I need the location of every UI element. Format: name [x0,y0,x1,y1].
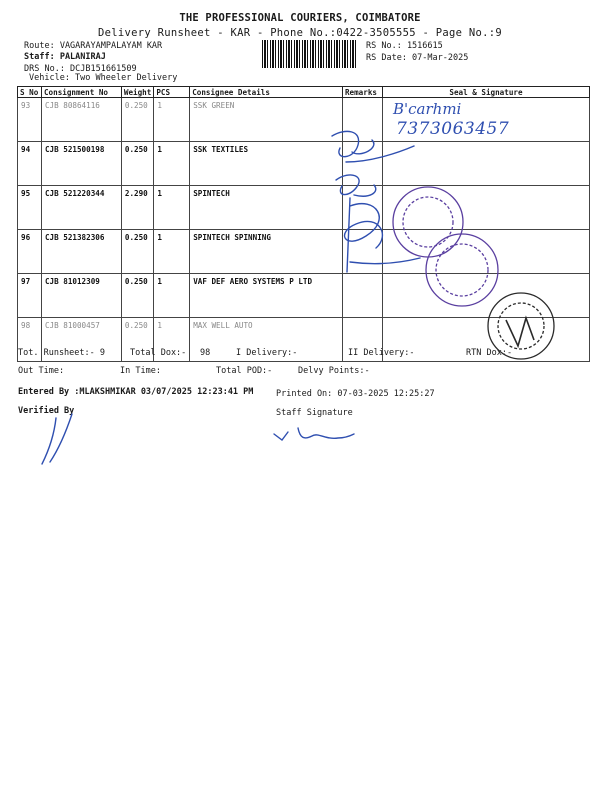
vehicle-label: Vehicle: Two Wheeler Delivery [29,73,178,83]
stamp-auto [488,293,554,359]
cell-weight: 0.250 [121,318,153,362]
signature-row95 [336,175,376,196]
staff-signature-label: Staff Signature [276,408,353,418]
cell-consignee: SSK GREEN [190,98,343,142]
drs-number: DRS No.: DCJB151661509 [24,64,137,74]
cell-sno: 93 [18,98,42,142]
cell-consignee: VAF DEF AERO SYSTEMS P LTD [190,274,343,318]
cell-consignment: CJB 521220344 [41,186,121,230]
cell-weight: 0.250 [121,142,153,186]
col-header-weight: Weight [121,87,153,98]
cell-pcs: 1 [154,186,190,230]
signature-row94 [332,131,414,162]
staff-signature [274,428,354,440]
verified-signature [42,414,72,464]
cell-consignment: CJB 80864116 [41,98,121,142]
cell-weight: 0.250 [121,98,153,142]
total-dox-value: 98 [200,348,211,358]
cell-consignee: SPINTECH [190,186,343,230]
out-time: Out Time: [18,366,65,376]
cell-consignee: MAX WELL AUTO [190,318,343,362]
col-header-pcs: PCS [154,87,190,98]
entered-by: Entered By :MLAKSHMIKAR 03/07/2025 12:23:41 PM [18,387,254,397]
signature-row96 [345,204,420,264]
cell-sno: 94 [18,142,42,186]
cell-weight: 0.250 [121,230,153,274]
handwritten-name: B'carhmi [393,100,462,118]
col-header-sno: S No [18,87,42,98]
signature-vertical [347,198,350,272]
cell-pcs: 1 [154,230,190,274]
col-header-consignment: Consignment No [41,87,121,98]
delvy-points: Delvy Points:- [298,366,370,376]
cell-weight: 2.290 [121,186,153,230]
rs-date: RS Date: 07-Mar-2025 [366,53,469,63]
total-dox-label: Total Dox:- [130,348,187,358]
route-label: Route: VAGARAYAMPALAYAM KAR [24,41,163,51]
cell-sno: 98 [18,318,42,362]
handwritten-phone: 7373063457 [396,119,510,139]
total-pod: Total POD:- [216,366,273,376]
i-delivery: I Delivery:- [236,348,298,358]
cell-consignment: CJB 81000457 [41,318,121,362]
in-time: In Time: [120,366,161,376]
col-header-seal: Seal & Signature [382,87,589,98]
runsheet-subtitle: Delivery Runsheet - KAR - Phone No.:0422-3505555 - Page No.:9 [98,27,502,39]
staff-label: Staff: PALANIRAJ [24,52,106,62]
ii-delivery: II Delivery:- [348,348,415,358]
company-title: THE PROFESSIONAL COURIERS, COIMBATORE [179,12,421,24]
cell-sno: 96 [18,230,42,274]
col-header-remarks: Remarks [342,87,382,98]
printed-on: Printed On: 07-03-2025 12:25:27 [276,389,435,399]
col-header-consignee: Consignee Details [190,87,343,98]
cell-sno: 95 [18,186,42,230]
cell-pcs: 1 [154,318,190,362]
tot-runsheet: Tot. Runsheet:- 9 [18,348,105,358]
verified-by-label: Verified By [18,406,75,416]
cell-consignee: SPINTECH SPINNING [190,230,343,274]
rs-number: RS No.: 1516615 [366,41,443,51]
cell-pcs: 1 [154,274,190,318]
cell-pcs: 1 [154,98,190,142]
cell-sno: 97 [18,274,42,318]
cell-consignment: CJB 521382306 [41,230,121,274]
stamp-vaf-systems [426,234,498,306]
cell-consignee: SSK TEXTILES [190,142,343,186]
rtn-dox: RTN Dox:- [466,348,513,358]
cell-consignment: CJB 81012309 [41,274,121,318]
cell-pcs: 1 [154,142,190,186]
cell-consignment: CJB 521500198 [41,142,121,186]
cell-weight: 0.250 [121,274,153,318]
stamp-spintech [393,187,463,257]
